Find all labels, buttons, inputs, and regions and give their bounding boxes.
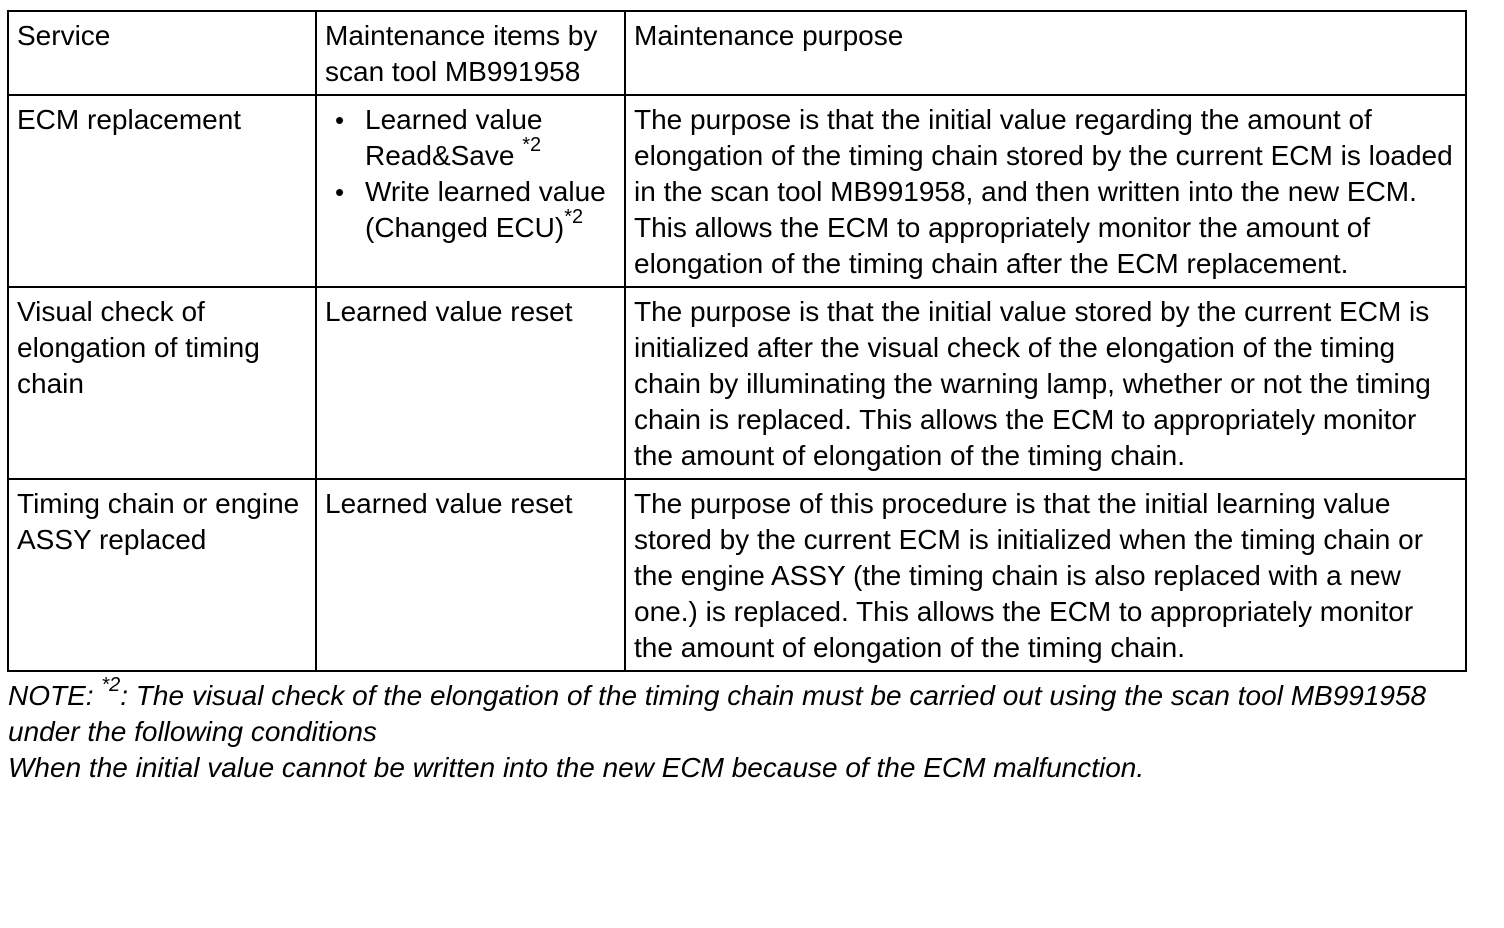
footnote-mark: *2 <box>101 673 121 696</box>
header-maintenance-purpose: Maintenance purpose <box>625 11 1466 95</box>
note-text: : The visual check of the elongation of the timing chain must be carried out using the scan tool MB991958 under the following conditions <box>8 680 1427 747</box>
item-text: Write learned value (Changed ECU) <box>365 176 606 243</box>
footnote <box>7 673 1465 786</box>
note-prefix: NOTE: <box>8 680 102 711</box>
bullet-icon: • <box>335 177 345 207</box>
maintenance-table <box>7 10 1467 672</box>
note-line-1 <box>8 673 1465 750</box>
table-row <box>8 287 1466 479</box>
maintenance-items-cell <box>316 95 625 287</box>
purpose-cell: The purpose of this procedure is that the initial learning value stored by the current ECM is initialized when the timing chain or the engine ASSY (the timing chain is also replaced with a new one.) is replaced. This allows the ECM to appropriately monitor the amount of elongation of the timing chain. <box>625 479 1466 671</box>
purpose-cell: The purpose is that the initial value stored by the current ECM is initialized after the visual check of the elongation of the timing chain by illuminating the warning lamp, whether or not the timing chain is replaced. This allows the ECM to appropriately monitor the amount of elongation of the timing chain. <box>625 287 1466 479</box>
document <box>7 10 1465 786</box>
header-maintenance-items: Maintenance items by scan tool MB991958 <box>316 11 625 95</box>
service-cell: ECM replacement <box>8 95 316 287</box>
table-header-row <box>8 11 1466 95</box>
header-service: Service <box>8 11 316 95</box>
footnote-mark: *2 <box>522 133 542 156</box>
maintenance-items-cell: Learned value reset <box>316 287 625 479</box>
footnote-mark: *2 <box>564 205 584 228</box>
item-text: Learned value Read&Save <box>365 104 543 171</box>
list-item <box>325 174 616 246</box>
service-cell: Visual check of elongation of timing chain <box>8 287 316 479</box>
table-row <box>8 479 1466 671</box>
service-cell: Timing chain or engine ASSY replaced <box>8 479 316 671</box>
purpose-cell: The purpose is that the initial value regarding the amount of elongation of the timing chain stored by the current ECM is loaded in the scan tool MB991958, and then written into the new ECM. This allows the ECM to appropriately monitor the amount of elongation of the timing chain after the ECM replacement. <box>625 95 1466 287</box>
table-row <box>8 95 1466 287</box>
maintenance-items-list <box>325 102 616 246</box>
bullet-icon: • <box>335 105 345 135</box>
list-item <box>325 102 616 174</box>
maintenance-items-cell: Learned value reset <box>316 479 625 671</box>
note-line-2: When the initial value cannot be written into the new ECM because of the ECM malfunction. <box>8 752 1145 783</box>
